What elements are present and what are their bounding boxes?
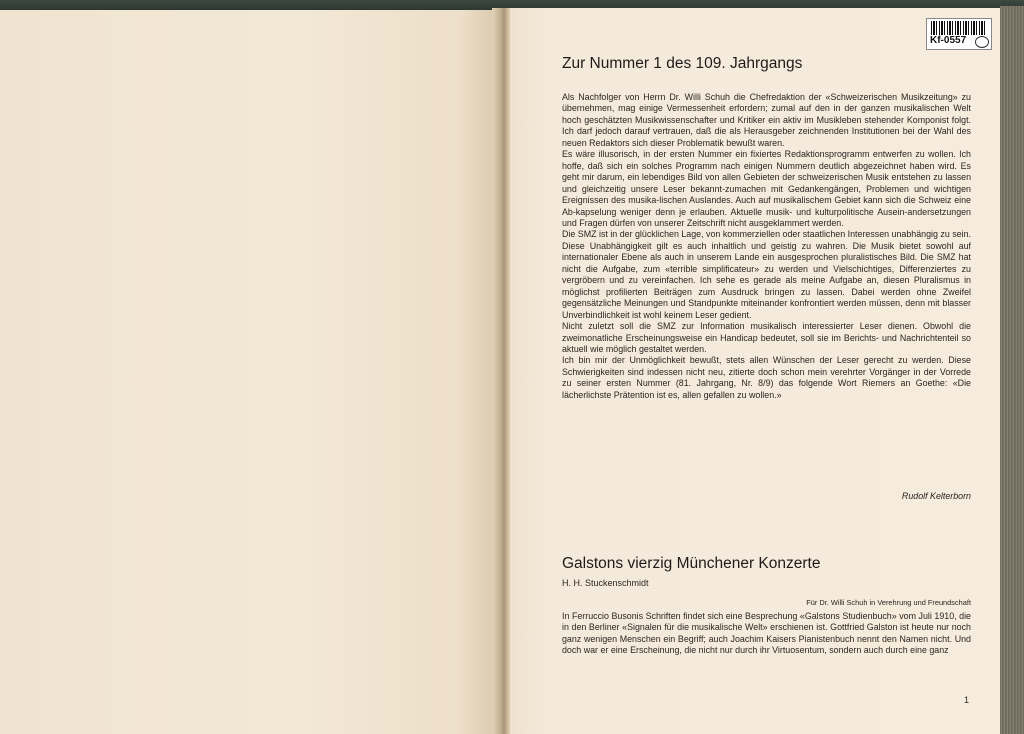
barcode-icon	[931, 21, 985, 35]
paragraph: Es wäre illusorisch, in der ersten Nummer ein fixiertes Redaktionsprogramm entwerfen zu wollen. Ich hoffe, daß sich ein solches Programm nach einigen Nummern deutlich abgezeichnet haben wird. Es geht mir darum, ein lebendiges Bild von allen Gebieten der schweizerischen Musik entstehen zu lassen und gleichzeitig unsere Leser bekannt-zumachen mit Gedankengängen, Problemen und wichtigen Ereignissen des musika-lischen Auslandes. Auch auf musikalischem Gebiet kann sich die Schweiz eine Ab-kapselung weniger denn je erlauben. Aktuelle musik- und kulturpolitische Ausein-andersetzungen und Fragen dürfen von unserer Zeitschrift nicht ausgeklammert werden.	[562, 149, 971, 228]
paragraph: Die SMZ ist in der glücklichen Lage, von kommerziellen oder staatlichen Interessen unabhängig zu sein. Diese Unabhängigkeit gilt es auch inhaltlich und geistig zu wahren. Die Musik bietet sowohl auf internationaler Ebene als auch in unserem Lande ein ausgesprochen pluralistisches Bild. Die SMZ hat nicht die Aufgabe, zum «terrible simplificateur» zu werden und Vielschichtiges, Differenziertes zu vergröbern und zu vereinfachen. Ich sehe es gerade als meine Aufgabe an, diesen Pluralismus in möglichst profilierten Beiträgen zum Ausdruck bringen zu lassen. Dabei werden ohne Zweifel gegensätzliche Meinungen und Standpunkte miteinander konfrontiert werden müssen, denn mit blasser Unverbindlichkeit ist wohl keinem Leser gedient.	[562, 229, 971, 320]
paragraph: In Ferruccio Busonis Schriften findet sich eine Besprechung «Galstons Studienbuch» vom Juli 1910, die in den Berliner «Signalen für die musikalische Welt» erschienen ist. Gottfried Galston ist heute nur noch ganz wenigen Menschen ein Begriff; auch Joachim Kaisers Pianistenbuch nennt den Namen nicht. Und doch war er eine Erscheinung, die nicht nur durch ihr Virtuosentum, sondern auch durch eine ganz	[562, 611, 971, 656]
paragraph: Ich bin mir der Unmöglichkeit bewußt, stets allen Wünschen der Leser gerecht zu werden. Diese Schwierigkeiten sind indessen nicht neu, zitierte doch schon mein verehrter Vorgänger in der Vorrede zu seiner ersten Nummer (81. Jahrgang, Nr. 8/9) das folgende Wort Riemers an Goethe: «Die lächerlichste Prätention ist es, allen gefallen zu wollen.»	[562, 355, 971, 400]
library-barcode-stamp	[926, 18, 992, 50]
article-title: Galstons vierzig Münchener Konzerte	[562, 555, 821, 572]
article-body	[562, 92, 971, 401]
article-title: Zur Nummer 1 des 109. Jahrgangs	[562, 55, 803, 72]
page-number: 1	[964, 695, 970, 705]
paragraph: Nicht zuletzt soll die SMZ zur Information musikalisch interessierter Leser dienen. Obwohl die zweimonatliche Erscheinungsweise ein Handicap bedeutet, soll sie im Berichts- und Nachrichtenteil so aktuell wie möglich gestaltet werden.	[562, 321, 971, 354]
article-body	[562, 611, 971, 657]
page-edges	[1000, 6, 1024, 734]
article-author: H. H. Stuckenschmidt	[562, 578, 649, 588]
dedication: Für Dr. Willi Schuh in Verehrung und Freundschaft	[806, 598, 971, 607]
left-blank-page	[0, 10, 500, 734]
library-logo-icon	[975, 36, 989, 48]
stamp-label: Kf-0557	[930, 35, 967, 46]
paragraph: Als Nachfolger von Herrn Dr. Willi Schuh die Chefredaktion der «Schweizerischen Musikzeitung» zu übernehmen, mag einige Vermessenheit erfordern; zumal auf den in der ganzen musikalischen Welt hoch geschätzten Musikwissenschafter und Kritiker ein aktiv im Musikleben stehender Komponist folgt. Ich darf jedoch darauf vertrauen, daß die als Herausgeber zeichnenden Institutionen bei der Wahl des neuen Redaktors sich dieser Problematik bewußt waren.	[562, 92, 971, 148]
author-signature: Rudolf Kelterborn	[901, 491, 971, 501]
